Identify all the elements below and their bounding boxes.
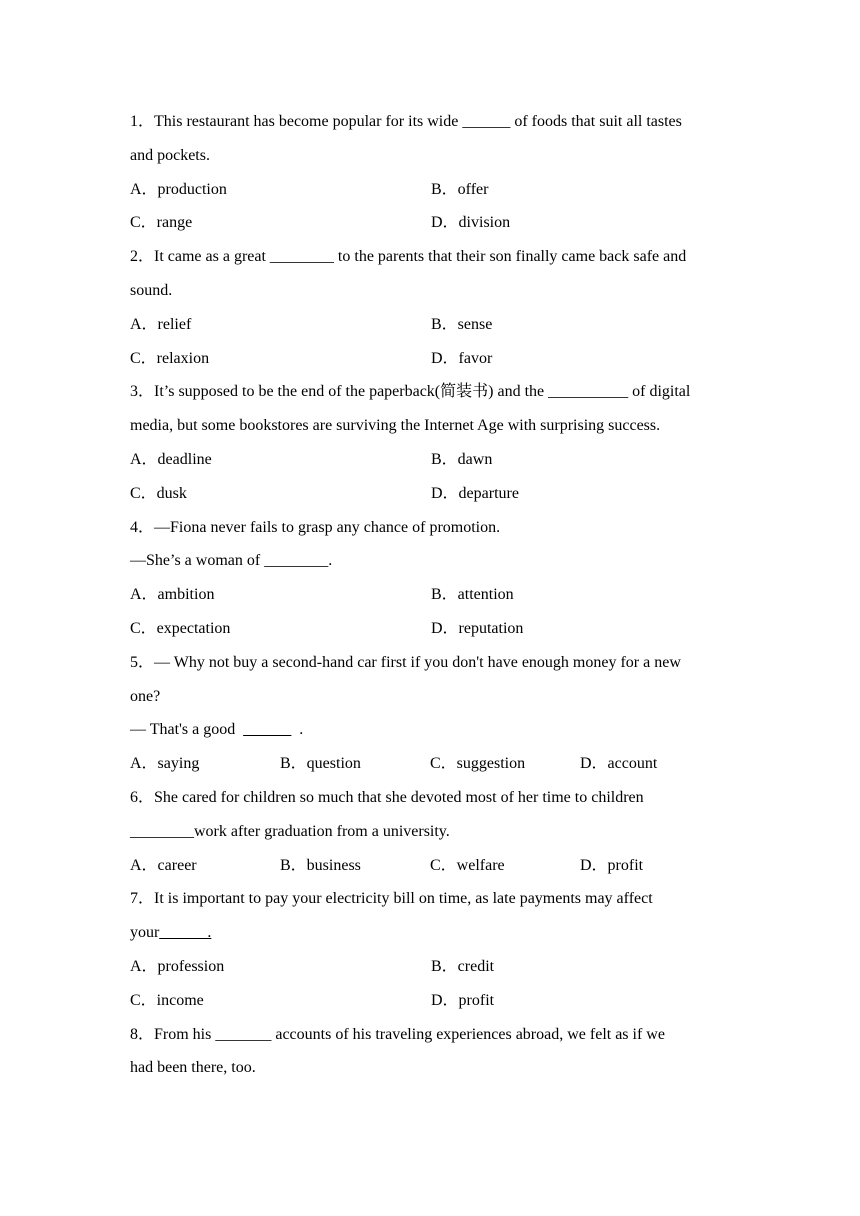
question-text: —She’s a woman of ________. — [130, 552, 333, 570]
question-7 — [130, 882, 735, 1017]
option-b: B．sense — [431, 315, 493, 333]
option-row — [130, 950, 735, 984]
option-d: D．division — [431, 214, 511, 232]
option-row — [130, 849, 735, 883]
option-b: B．attention — [431, 586, 514, 604]
option-d: D．departure — [431, 484, 519, 502]
option-b: B．credit — [431, 957, 495, 975]
question-list — [130, 105, 735, 1085]
answer-suffix: . — [291, 721, 304, 739]
answer-blank: ______. — [159, 924, 212, 942]
option-b: B．business — [280, 856, 361, 874]
option-row — [130, 443, 735, 477]
answer-prefix: your — [130, 924, 160, 942]
option-b: B．question — [280, 755, 361, 773]
option-d: D．profit — [580, 856, 644, 874]
option-row — [130, 206, 735, 240]
question-text — [130, 916, 735, 950]
option-a: A．deadline — [130, 450, 212, 468]
option-c: C．income — [130, 991, 204, 1009]
question-text: 3．It’s supposed to be the end of the paperback(简装书) and the __________ of digital — [130, 383, 691, 401]
option-c: C．suggestion — [430, 755, 526, 773]
answer-prefix: — That's a good — [130, 721, 244, 739]
question-5 — [130, 646, 735, 781]
option-d: D．favor — [431, 349, 493, 367]
option-row — [130, 578, 735, 612]
answer-blank: ______ — [243, 721, 292, 739]
option-row — [130, 984, 735, 1018]
question-2 — [130, 240, 735, 375]
question-text: had been there, too. — [130, 1059, 256, 1077]
option-c: C．dusk — [130, 484, 187, 502]
question-text: one? — [130, 687, 161, 705]
option-a: A．profession — [130, 957, 225, 975]
option-a: A．career — [130, 856, 197, 874]
option-b: B．dawn — [431, 450, 493, 468]
option-c: C．range — [130, 214, 193, 232]
option-a: A．relief — [130, 315, 192, 333]
option-a: A．ambition — [130, 586, 215, 604]
question-text: 8．From his _______ accounts of his traveling experiences abroad, we felt as if we — [130, 1025, 665, 1043]
question-1 — [130, 105, 735, 240]
option-row — [130, 477, 735, 511]
option-c: C．relaxion — [130, 349, 210, 367]
option-a: A．saying — [130, 755, 200, 773]
question-text — [130, 713, 735, 747]
option-row — [130, 612, 735, 646]
option-row — [130, 308, 735, 342]
question-6 — [130, 781, 735, 882]
question-text: 7．It is important to pay your electricity bill on time, as late payments may affect — [130, 890, 653, 908]
question-4 — [130, 511, 735, 646]
option-d: D．profit — [431, 991, 495, 1009]
option-row — [130, 173, 735, 207]
option-row — [130, 747, 735, 781]
option-d: D．reputation — [431, 619, 524, 637]
question-text: 4．—Fiona never fails to grasp any chance of promotion. — [130, 518, 501, 536]
option-row — [130, 342, 735, 376]
option-c: C．expectation — [130, 619, 231, 637]
question-text: and pockets. — [130, 146, 210, 164]
question-text: 6．She cared for children so much that she devoted most of her time to children — [130, 788, 644, 806]
question-text: media, but some bookstores are surviving the Internet Age with surprising success. — [130, 417, 661, 435]
option-b: B．offer — [431, 180, 489, 198]
question-text: sound. — [130, 281, 173, 299]
option-a: A．production — [130, 180, 227, 198]
question-text: 1．This restaurant has become popular for its wide ______ of foods that suit all tastes — [130, 113, 682, 130]
option-d: D．account — [580, 755, 658, 773]
question-3 — [130, 375, 735, 510]
question-8 — [130, 1018, 735, 1086]
question-text: ________work after graduation from a university. — [130, 822, 450, 840]
question-text: 5．— Why not buy a second-hand car first if you don't have enough money for a new — [130, 653, 681, 671]
option-c: C．welfare — [430, 856, 505, 874]
question-text: 2．It came as a great ________ to the parents that their son finally came back safe and — [130, 248, 687, 266]
